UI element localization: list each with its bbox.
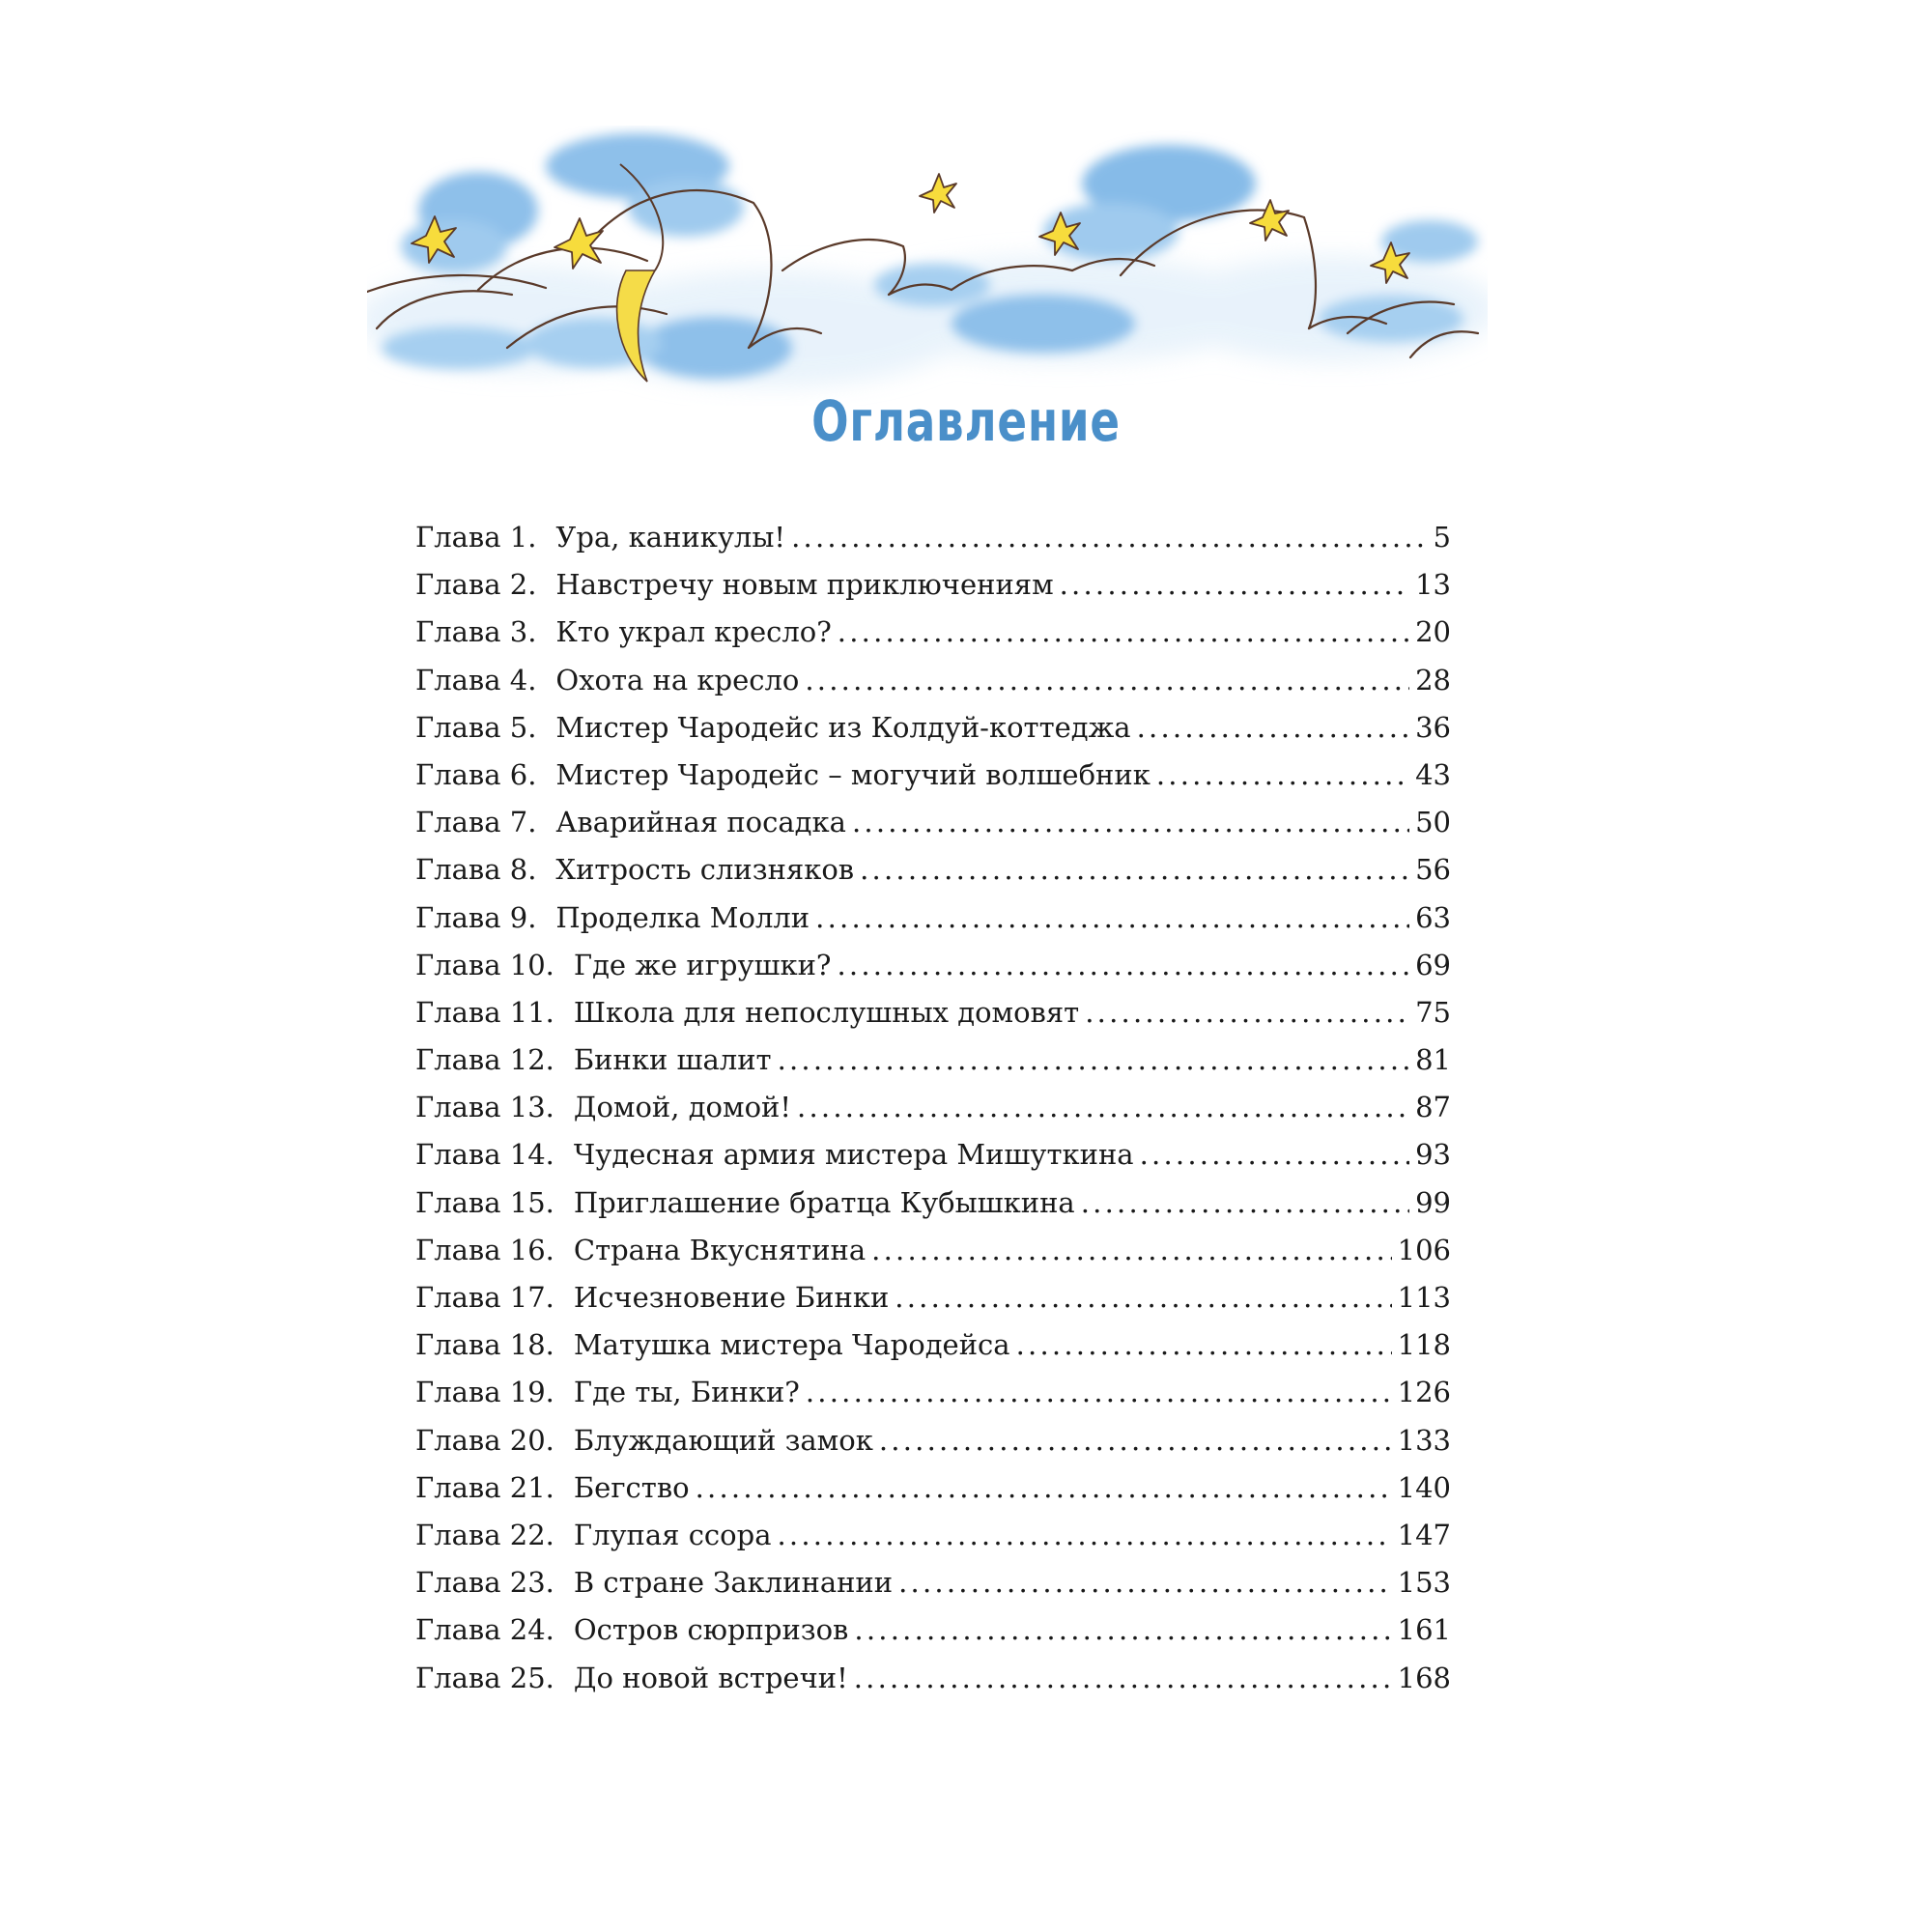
chapter-title: Страна Вкуснятина (573, 1233, 867, 1266)
dot-leader (898, 1559, 1392, 1606)
dot-leader (1016, 1321, 1392, 1369)
dot-leader (860, 846, 1409, 894)
dot-leader (1060, 561, 1409, 609)
chapter-title: Бинки шалит (573, 1043, 772, 1077)
chapter-title: Глупая ссора (573, 1518, 772, 1551)
chapter-number: Глава 24. (415, 1613, 554, 1647)
chapter-title: Хитрость слизняков (555, 853, 855, 887)
page-number: 133 (1397, 1423, 1451, 1457)
toc-entry (415, 609, 1451, 656)
chapter-title: Навстречу новым приключениям (555, 568, 1054, 602)
chapter-title: Проделка Молли (555, 900, 810, 934)
page-number: 99 (1415, 1185, 1451, 1219)
chapter-title: Остров сюрпризов (573, 1613, 849, 1647)
page-number: 106 (1397, 1233, 1451, 1266)
dot-leader (778, 1037, 1410, 1084)
dot-leader (1156, 752, 1409, 799)
chapter-title: Исчезновение Бинки (573, 1281, 890, 1314)
chapter-title: Матушка мистера Чародейса (573, 1328, 1010, 1362)
chapter-number: Глава 4. (415, 663, 537, 696)
chapter-number: Глава 3. (415, 615, 537, 649)
page-number: 75 (1415, 995, 1451, 1029)
toc-entry (415, 752, 1451, 799)
chapter-title: Ура, каникулы! (555, 521, 786, 554)
toc-entry (415, 1512, 1451, 1559)
toc-entry (415, 1084, 1451, 1131)
chapter-title: Где же игрушки? (573, 948, 832, 981)
toc-entry (415, 895, 1451, 942)
toc-entry (415, 1655, 1451, 1702)
dot-leader (806, 1369, 1392, 1416)
page-number: 87 (1415, 1091, 1451, 1124)
chapter-number: Глава 22. (415, 1518, 554, 1551)
chapter-title: Приглашение братца Кубышкина (573, 1185, 1075, 1219)
chapter-number: Глава 21. (415, 1470, 554, 1504)
chapter-number: Глава 19. (415, 1376, 554, 1409)
toc-entry (415, 1559, 1451, 1606)
toc-entry (415, 561, 1451, 609)
page-number: 20 (1415, 615, 1451, 649)
dot-leader (854, 1606, 1391, 1654)
toc-entry (415, 704, 1451, 752)
dot-leader (838, 609, 1409, 656)
chapter-number: Глава 1. (415, 521, 537, 554)
chapter-number: Глава 18. (415, 1328, 554, 1362)
chapter-number: Глава 15. (415, 1185, 554, 1219)
chapter-number: Глава 6. (415, 757, 537, 791)
chapter-number: Глава 10. (415, 948, 554, 981)
dot-leader (895, 1274, 1391, 1321)
dot-leader (1137, 704, 1409, 752)
chapter-title: Бегство (573, 1470, 690, 1504)
chapter-title: Охота на кресло (555, 663, 800, 696)
dot-leader (879, 1417, 1392, 1464)
page-number: 126 (1397, 1376, 1451, 1409)
chapter-number: Глава 17. (415, 1281, 554, 1314)
page-number: 43 (1415, 757, 1451, 791)
toc-entry (415, 1321, 1451, 1369)
toc-entry (415, 657, 1451, 704)
chapter-title: Кто украл кресло? (555, 615, 832, 649)
dot-leader (696, 1464, 1392, 1512)
dot-leader (852, 799, 1409, 846)
dot-leader (797, 1084, 1409, 1131)
table-of-contents (415, 514, 1451, 1702)
dot-leader (837, 942, 1409, 989)
chapter-number: Глава 25. (415, 1661, 554, 1694)
page-number: 140 (1397, 1470, 1451, 1504)
chapter-title: Домой, домой! (573, 1091, 792, 1124)
page-number: 56 (1415, 853, 1451, 887)
chapter-number: Глава 2. (415, 568, 537, 602)
toc-entry (415, 1179, 1451, 1227)
chapter-number: Глава 12. (415, 1043, 554, 1077)
chapter-title: Мистер Чародейс – могучий волшебник (555, 757, 1151, 791)
chapter-title: Аварийная посадка (555, 806, 846, 839)
toc-entry (415, 942, 1451, 989)
chapter-title: Мистер Чародейс из Колдуй-коттеджа (555, 710, 1131, 744)
dot-leader (854, 1655, 1392, 1702)
page-number: 50 (1415, 806, 1451, 839)
page-number: 28 (1415, 663, 1451, 696)
toc-entry (415, 1606, 1451, 1654)
toc-entry (415, 1227, 1451, 1274)
page-number: 93 (1415, 1138, 1451, 1172)
chapter-title: До новой встречи! (573, 1661, 848, 1694)
chapter-number: Глава 20. (415, 1423, 554, 1457)
toc-entry (415, 989, 1451, 1037)
toc-entry (415, 799, 1451, 846)
chapter-title: Блуждающий замок (573, 1423, 873, 1457)
dot-leader (1081, 1179, 1409, 1227)
page-number: 153 (1397, 1566, 1451, 1600)
dot-leader (1140, 1131, 1410, 1179)
dot-leader (805, 657, 1409, 704)
chapter-title: Где ты, Бинки? (573, 1376, 800, 1409)
toc-entry (415, 1131, 1451, 1179)
chapter-title: В стране Заклинании (573, 1566, 894, 1600)
page-number: 147 (1397, 1518, 1451, 1551)
chapter-title: Школа для непослушных домовят (573, 995, 1080, 1029)
page-number: 13 (1415, 568, 1451, 602)
chapter-number: Глава 14. (415, 1138, 554, 1172)
chapter-number: Глава 5. (415, 710, 537, 744)
toc-entry (415, 1274, 1451, 1321)
dot-leader (871, 1227, 1391, 1274)
page-title: Оглавление (811, 388, 1121, 454)
page-number: 36 (1415, 710, 1451, 744)
dot-leader (791, 514, 1427, 561)
chapter-number: Глава 16. (415, 1233, 554, 1266)
toc-entry (415, 1369, 1451, 1416)
chapter-number: Глава 8. (415, 853, 537, 887)
chapter-number: Глава 7. (415, 806, 537, 839)
toc-entry (415, 846, 1451, 894)
page-number: 63 (1415, 900, 1451, 934)
chapter-number: Глава 23. (415, 1566, 554, 1600)
page-number: 118 (1397, 1328, 1451, 1362)
chapter-title: Чудесная армия мистера Мишуткина (573, 1138, 1134, 1172)
dot-leader (1085, 989, 1409, 1037)
dot-leader (778, 1512, 1392, 1559)
toc-entry (415, 1417, 1451, 1464)
dot-leader (815, 895, 1409, 942)
chapter-number: Глава 13. (415, 1091, 554, 1124)
page-number: 5 (1433, 521, 1451, 554)
page-number: 81 (1415, 1043, 1451, 1077)
page-number: 168 (1397, 1661, 1451, 1694)
sky-illustration (367, 126, 1488, 406)
page-number: 113 (1397, 1281, 1451, 1314)
toc-entry (415, 1037, 1451, 1084)
chapter-number: Глава 11. (415, 995, 554, 1029)
chapter-number: Глава 9. (415, 900, 537, 934)
page-number: 161 (1397, 1613, 1451, 1647)
toc-entry (415, 514, 1451, 561)
page-number: 69 (1415, 948, 1451, 981)
toc-entry (415, 1464, 1451, 1512)
